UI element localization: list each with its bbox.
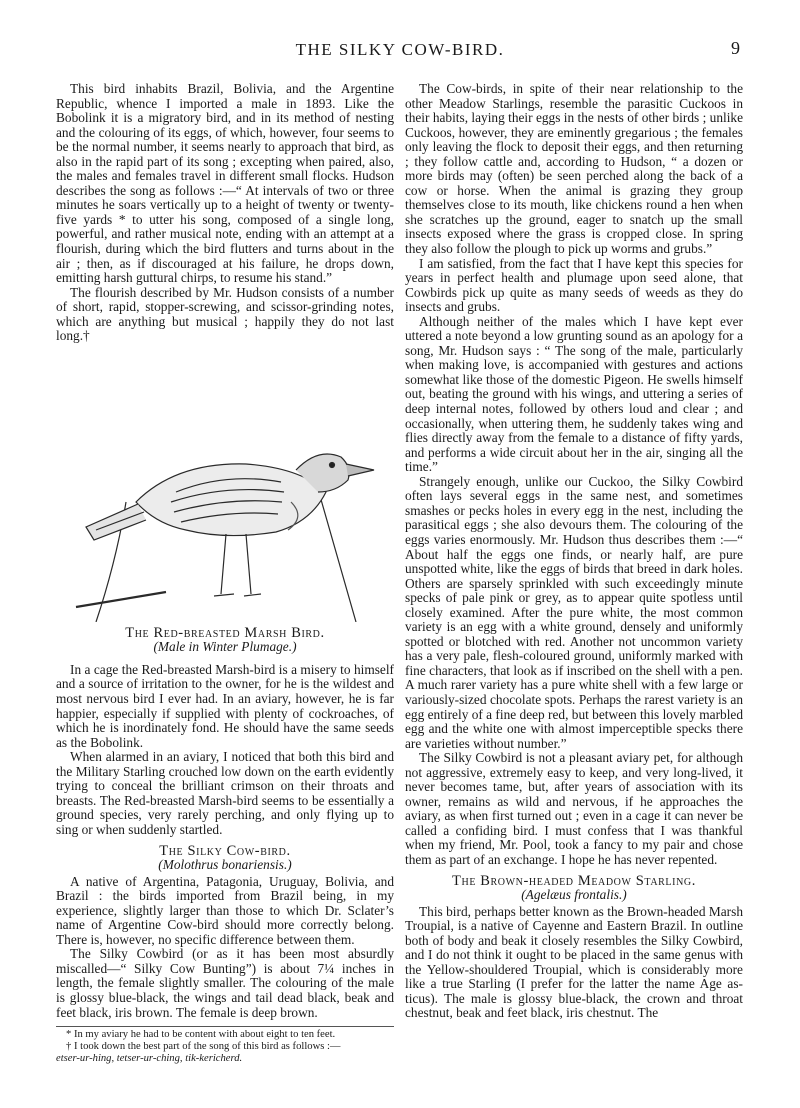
paragraph: In a cage the Red-breasted Marsh-bird is a misery to himself and a source of irritation to the owner, for he is the wildest and most nervous bird I ever had. In an aviary, however, he is far happier, especially if supplied with plenty of cockroaches, of which he is inordinately fond. He should have the same seeds as the Bobolink. <box>56 661 394 750</box>
paragraph: Although neither of the males which I have kept ever uttered a note beyond a low grunting sound as an apology for a song, Mr. Hudson says : “ The song of the male, particularly when making love, is accompanied with gestures and actions somewhat like those of the domestic Pigeon. He swells himself out, beating the ground with his wings, and uttering a series of deep internal notes, followed by others loud and clear ; and occasionally, when uttering them, he suddenly takes wing and flies directly away from the female to a distance of fifty yards, and performs a wide circuit about her in the air, singing all the time.” <box>405 313 743 475</box>
running-title: THE SILKY COW-BIRD. <box>295 40 505 59</box>
paragraph: When alarmed in an aviary, I noticed that both this bird and the Military Starling crouched low down on the earth evidently trying to conceal the brilliant crimson on their throats and breasts. The Red-breasted Marsh-bird seems to be essentially a ground species, very rarely perching, and only flying up to sing or when suddenly startled. <box>56 749 394 837</box>
figure-subcaption: (Male in Winter Plumage.) <box>153 639 297 655</box>
paragraph: The flourish described by Mr. Hudson consists of a number of short, rapid, stopper-screwing, and scissor-grinding notes, which are anything but musical ; happily they do not last long.† <box>56 284 394 344</box>
right-column <box>405 82 743 1021</box>
paragraph: This bird, perhaps better known as the Brown-headed Marsh Troupial, is a native of Cayenne and Eastern Brazil. In outline both of body and beak it closely resembles the Silky Cowbird, and I do not think it ought to be placed in the same genus with the Yellow-shouldered Troupial, which is considerably more like a true Starling (I prefer for the latter the name Age as-ticus). The male is glossy blue-black, the crown and throat chestnut, beak and feet black, iris chestnut. The <box>405 903 743 1021</box>
footnote: † I took down the best part of the song of this bird as follows :— <box>66 1041 341 1053</box>
red-breasted-marsh-bird-drawing <box>56 352 394 622</box>
paragraph: This bird inhabits Brazil, Bolivia, and the Argentine Republic, whence I imported a male in 1893. Like the Bobolink it is a migratory bird, and in its method of nesting and the colouring of its eggs, of which, however, four seems to be the normal number, it seems nearly to approach that bird, as also in the rapid part of its song ; excepting when paired, also, the males and females travel in different small flocks. Hudson describes the song as follows :—“ At intervals of two or three minutes he soars vertically up to a height of twenty or twenty-five yards * to utter his song, composed of a single long, powerful, and rather musical note, ending with an attempt at a flourish, during which the bird flutters and turns about in the air ; then, as if discouraged at his failure, he drops down, emitting harsh guttural chirps, to resume his stand.” <box>56 81 394 286</box>
footnotes <box>56 1026 394 1065</box>
paragraph: The Cow-birds, in spite of their near relationship to the other Meadow Starlings, resemble the parasitic Cuckoos in their habits, laying their eggs in the nests of other birds ; unlike Cuckoos, however, they are eminently gregarious ; the females only leaving the flock to deposit their eggs, and then returning ; they follow cattle and, according to Hudson, “ a dozen or more birds may (often) be seen perched along the back of a cow or horse. When the animal is grazing they group themselves close to its mouth, like chickens round a hen when she scratches up the ground, eager to snatch up the small insects exposed where the grass is cropped close. In spring they also follow the plough to pick up worms and grubs.” <box>405 81 743 257</box>
paragraph: Strangely enough, unlike our Cuckoo, the Silky Cowbird often lays several eggs in the same nest, and sometimes smashes or pecks holes in every egg in the nest, including the parasitical eggs ; she also devours them. The colouring of the eggs varies enormously. Mr. Hudson thus describes them :—“ About half the eggs one finds, or nearly half, are pure unspotted white, like the eggs of birds that breed in dark holes. Others are sparsely sprinkled with such exceedingly minute specks of pale pink or grey, as to appear quite spotless until closely examined. After the pure white, the most common variety is an egg with a white ground, densely and uniformly spotted or blotched with red. Another not uncommon variety has a very pale, flesh-coloured ground, uniformly marked with fine characters, that look as if inscribed on the shell with a pen. A much rarer variety has a pure white shell with a few large or variously-sized chocolate spots. Perhaps the rarest variety is an egg entirely of a fine deep red, but between this lovely marbled egg and the white one with almost imperceptible specks there are varieties without number.” <box>405 473 743 751</box>
section-latin-name: (Molothrus bonariensis.) <box>158 857 292 873</box>
section-heading: The Brown-headed Meadow Starling. <box>452 872 696 889</box>
paragraph: The Silky Cowbird (or as it has been most absurdly miscalled—“ Silky Cow Bunting”) is about 7¼ inches in length, the female slightly smaller. The colouring of the male is glossy blue-black, the wings and tail dead black, beak and feet black, iris brown. The female is deep brown. <box>56 946 394 1020</box>
paragraph: A native of Argentina, Patagonia, Uruguay, Bolivia, and Brazil : the birds imported from Brazil being, in my experience, slightly larger than those to which Dr. Sclater’s name of Argentine Cow-bird should more correctly belong. There is, however, no specific difference between them. <box>56 873 394 947</box>
paragraph: The Silky Cowbird is not a pleasant aviary pet, for although not aggressive, extremely easy to keep, and very long-lived, it never becomes tame, but, after years of association with its owner, remains as wild and nervous, if he approaches the aviary, as when first turned out ; even in a cage it can never be called a confiding bird. I must confess that I was thankful when my friend, Mr. Pool, took a fancy to my pair and chose them as part of an exchange. I hope he has never repented. <box>405 750 743 867</box>
figure-caption: The Red-breasted Marsh Bird. <box>125 624 325 641</box>
page-number: 9 <box>731 38 740 58</box>
section-heading: The Silky Cow-bird. <box>159 842 291 859</box>
paragraph: I am satisfied, from the fact that I have kept this species for years in perfect health and plumage upon seed alone, that Cowbirds pick up quite as many seeds of weeds as they do insects and grubs. <box>405 255 743 315</box>
left-column <box>56 82 394 1065</box>
section-latin-name: (Agelæus frontalis.) <box>521 887 627 903</box>
footnote: * In my aviary he had to be content with about eight to ten feet. <box>66 1029 336 1041</box>
footnote: etser-ur-hing, tetser-ur-ching, tik-kericherd. <box>56 1053 243 1065</box>
bird-illustration <box>56 352 394 622</box>
